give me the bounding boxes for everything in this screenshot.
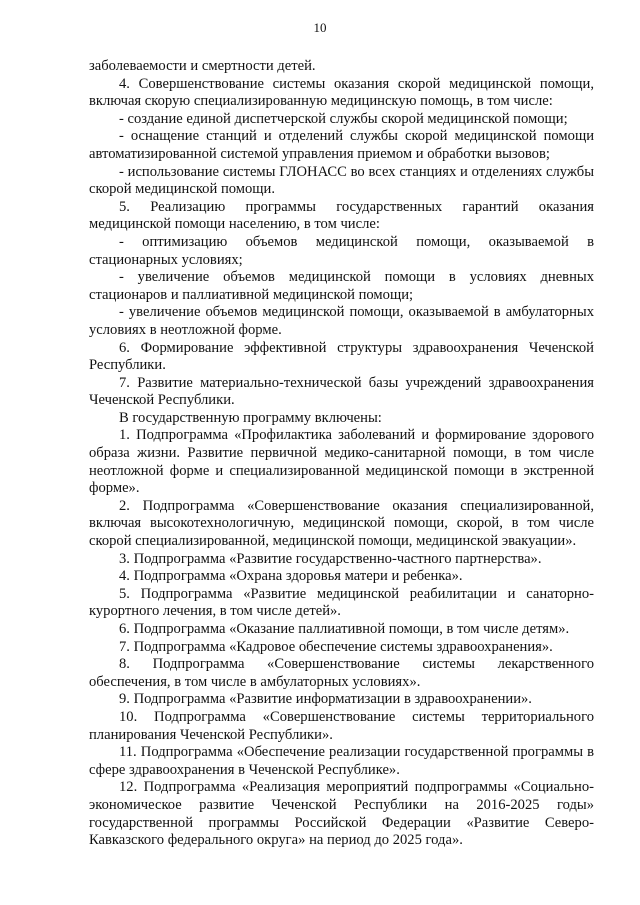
bullet-outpatient: - увеличение объемов медицинской помощи, оказываемой в амбулаторных условиях в неотложной форме.: [89, 304, 594, 338]
page-number: 10: [313, 20, 327, 35]
subprogram-3: 3. Подпрограмма «Развитие государственно-частного партнерства».: [119, 550, 542, 567]
paragraph-continuation: заболеваемости и смертности детей.: [89, 58, 316, 74]
bullet-automation: - оснащение станций и отделений службы скорой медицинской помощи автоматизированной системой управления приемом и обработки вызовов;: [89, 128, 594, 162]
subprogram-11: 11. Подпрограмма «Обеспечение реализации государственной программы в сфере здравоохранения в Чеченской Республике».: [89, 744, 594, 778]
bullet-inpatient: - оптимизацию объемов медицинской помощи, оказываемой в стационарных условиях;: [89, 233, 594, 268]
paragraph-item-7: 7. Развитие материально-технической базы учреждений здравоохранения Чеченской Республики.: [89, 374, 594, 409]
paragraph-item-6: 6. Формирование эффективной структуры здравоохранения Чеченской Республики.: [89, 339, 594, 374]
subprogram-8: 8. Подпрограмма «Совершенствование системы лекарственного обеспечения, в том числе в амбулаторных условиях».: [89, 656, 594, 690]
subprogram-12: 12. Подпрограмма «Реализация мероприятий подпрограммы «Социально-экономическое развитие Чеченской Республики на 2016-2025 годы» государственной программы Российской Федерации «Развитие Северо-Кавказского федерального округа» на период до 2025 года».: [89, 779, 594, 849]
paragraph-item-5: 5. Реализацию программы государственных гарантий оказания медицинской помощи населению, в том числе:: [89, 198, 594, 233]
subprogram-9: 9. Подпрограмма «Развитие информатизации в здравоохранении».: [119, 691, 532, 708]
bullet-dispatch-service: - создание единой диспетчерской службы скорой медицинской помощи;: [119, 110, 568, 127]
bullet-glonass: - использование системы ГЛОНАСС во всех станциях и отделениях службы скорой медицинской помощи.: [89, 163, 594, 198]
subprogram-4: 4. Подпрограмма «Охрана здоровья матери и ребенка».: [119, 568, 463, 585]
subprogram-2: 2. Подпрограмма «Совершенствование оказания специализированной, включая высокотехнологичную, медицинской помощи, скорой, в том числе скорой специализированной, медицинской помощи, медицинской эвакуации».: [89, 497, 594, 550]
subprogram-1: 1. Подпрограмма «Профилактика заболеваний и формирование здорового образа жизни. Развитие первичной медико-санитарной помощи, в том числе неотложной форме и специализированной медицинской помощи в экстренной форме».: [89, 427, 594, 497]
document-body: [89, 58, 594, 850]
subprogram-10: 10. Подпрограмма «Совершенствование системы территориального планирования Чеченской Республики».: [89, 708, 594, 743]
bullet-day-hospital: - увеличение объемов медицинской помощи в условиях дневных стационаров и паллиативной медицинской помощи;: [89, 269, 594, 303]
paragraph-program-intro: В государственную программу включены:: [119, 409, 382, 426]
subprogram-7: 7. Подпрограмма «Кадровое обеспечение системы здравоохранения».: [119, 638, 553, 655]
paragraph-item-4: 4. Совершенствование системы оказания скорой медицинской помощи, включая скорую специализированную медицинскую помощь, в том числе:: [89, 75, 594, 110]
subprogram-6: 6. Подпрограмма «Оказание паллиативной помощи, в том числе детям».: [119, 621, 570, 637]
subprogram-5: 5. Подпрограмма «Развитие медицинской реабилитации и санаторно-курортного лечения, в том числе детей».: [89, 585, 594, 620]
